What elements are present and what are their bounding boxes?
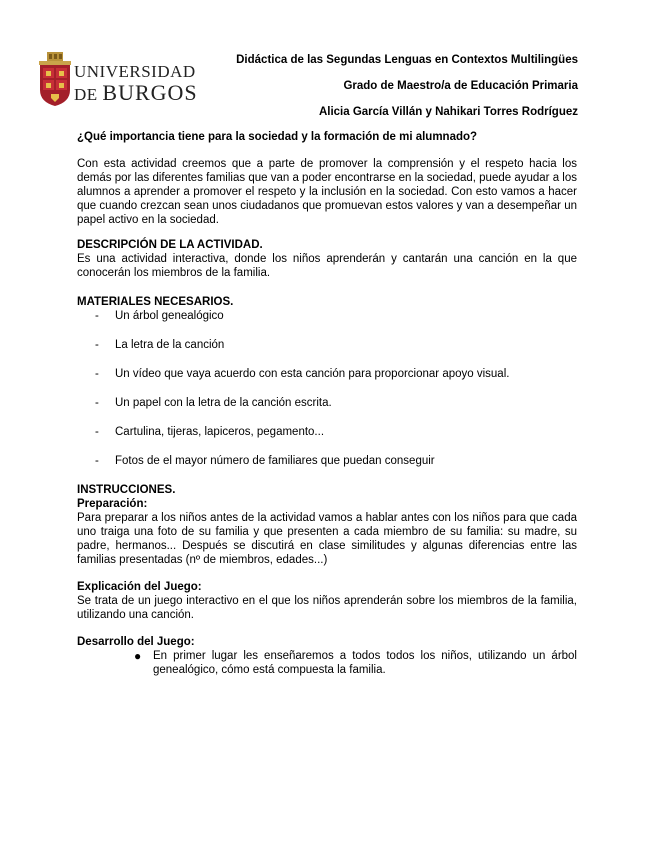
header-degree: Grado de Maestro/a de Educación Primaria	[343, 80, 578, 92]
development-item: En primer lugar les enseñaremos a todos todos los niños, utilizando un árbol genealógico, cómo está compuesta la familia.	[153, 650, 577, 676]
logo-line2	[74, 80, 198, 106]
materials-list	[77, 309, 577, 468]
university-crest-icon	[38, 52, 72, 106]
bullet-icon: ●	[134, 649, 142, 663]
logo-line1: UNIVERSIDAD	[74, 62, 196, 81]
instructions-heading: INSTRUCCIONES.	[77, 484, 176, 496]
intro-paragraph: Con esta actividad creemos que a parte de promover la comprensión y el respeto hacia los demás por las diferentes familias que van a poder encontrarse en la sociedad, puede ayudar a los alumnos a aprender a promover el respeto y la inclusión en la sociedad. Con esto vamos a hacer que cuando crezcan sean unos ciudadanos que promuevan estos valores y van a desempeñar un papel activo en la sociedad.	[77, 158, 577, 226]
preparation-heading: Preparación:	[77, 498, 148, 510]
material-item: Un vídeo que vaya acuerdo con esta canción para proporcionar apoyo visual.	[115, 368, 510, 380]
material-item: Cartulina, tijeras, lapiceros, pegamento...	[115, 426, 325, 438]
list-item: - Un papel con la letra de la canción escrita.	[95, 397, 332, 409]
list-item	[77, 649, 577, 677]
logo-line2-prefix: DE	[74, 85, 103, 104]
list-item: - Cartulina, tijeras, lapiceros, pegamento...	[95, 426, 325, 438]
list-item: - Fotos de el mayor número de familiares que puedan conseguir	[95, 455, 435, 467]
materials-heading: MATERIALES NECESARIOS.	[77, 296, 234, 308]
development-list	[77, 649, 577, 677]
description-heading: DESCRIPCIÓN DE LA ACTIVIDAD.	[77, 239, 263, 251]
preparation-text: Para preparar a los niños antes de la actividad vamos a hablar antes con los niños para que cada uno traiga una foto de su familia y que presenten a cada miembro de su familia: su madre, su padre, hermanos... Después se discutirá en clase similitudes y algunas diferencias entre las familias presentadas (nº de miembros, edades...)	[77, 512, 577, 566]
document-body	[77, 130, 577, 677]
material-item: Fotos de el mayor número de familiares que puedan conseguir	[115, 455, 435, 467]
description-text: Es una actividad interactiva, donde los niños aprenderán y cantarán una canción en la que conocerán los miembros de la familia.	[77, 253, 577, 279]
logo-line2-main: BURGOS	[102, 80, 198, 105]
header-course: Didáctica de las Segundas Lenguas en Contextos Multilingües	[236, 54, 578, 66]
list-item: - Un vídeo que vaya acuerdo con esta canción para proporcionar apoyo visual.	[95, 368, 510, 380]
explanation-text: Se trata de un juego interactivo en el que los niños aprenderán sobre los miembros de la familia, utilizando una canción.	[77, 595, 577, 621]
material-item: Un papel con la letra de la canción escrita.	[115, 397, 332, 409]
explanation-heading: Explicación del Juego:	[77, 581, 202, 593]
material-item: Un árbol genealógico	[115, 310, 224, 322]
header-authors: Alicia García Villán y Nahikari Torres Rodríguez	[318, 106, 578, 118]
list-item: - Un árbol genealógico	[95, 310, 224, 322]
development-heading: Desarrollo del Juego:	[77, 636, 195, 648]
material-item: La letra de la canción	[115, 339, 225, 351]
list-item: - La letra de la canción	[95, 339, 225, 351]
university-logo	[38, 52, 198, 106]
question-title: ¿Qué importancia tiene para la sociedad y la formación de mi alumnado?	[77, 131, 478, 143]
